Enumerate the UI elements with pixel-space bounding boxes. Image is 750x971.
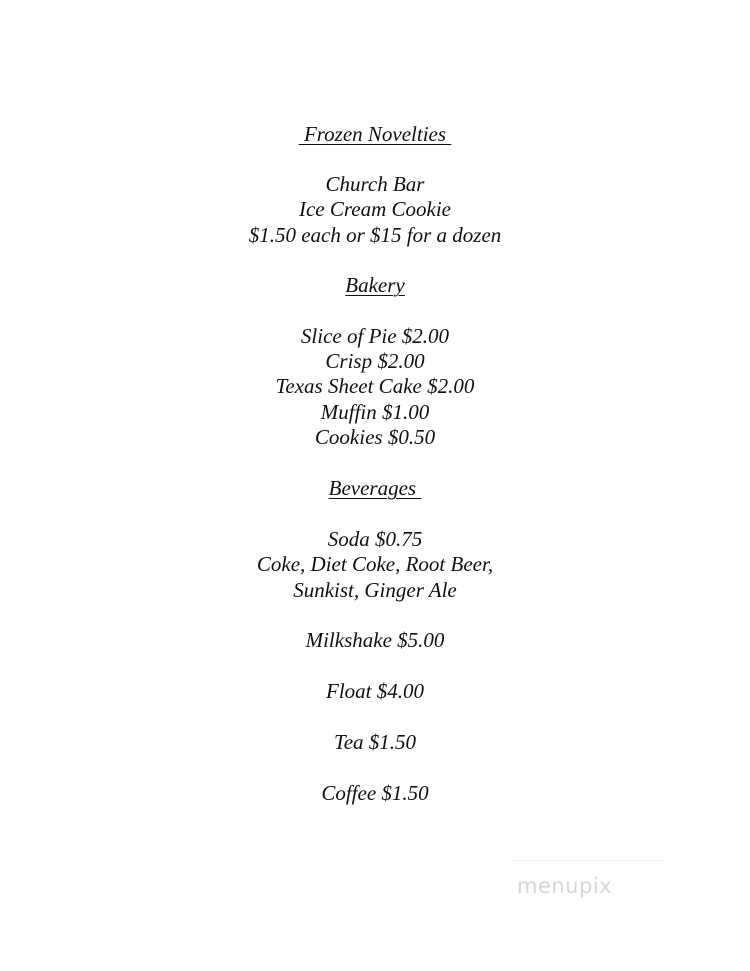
beverages-heading: Beverages — [328, 476, 422, 500]
menu-item-ice-cream-cookie: Ice Cream Cookie — [298, 197, 451, 221]
menu-item-muffin: Muffin $1.00 — [320, 400, 430, 424]
watermark-text: menupix — [517, 874, 613, 898]
frozen-novelties-price: $1.50 each or $15 for a dozen — [248, 223, 502, 247]
soda-flavors-line-2: Sunkist, Ginger Ale — [293, 578, 457, 602]
menupix-watermark — [513, 858, 663, 908]
menu-item-milkshake: Milkshake $5.00 — [305, 628, 445, 652]
menu-item-slice-of-pie: Slice of Pie $2.00 — [300, 324, 450, 348]
watermark-rule — [513, 860, 663, 861]
soda-flavors-line-1: Coke, Diet Coke, Root Beer, — [256, 552, 494, 576]
menu-item-texas-sheet-cake: Texas Sheet Cake $2.00 — [275, 374, 475, 398]
menu-item-church-bar: Church Bar — [325, 172, 425, 196]
bakery-heading: Bakery — [345, 273, 405, 297]
menu-item-coffee: Coffee $1.50 — [321, 781, 429, 805]
menu-item-cookies: Cookies $0.50 — [314, 425, 436, 449]
frozen-novelties-heading: Frozen Novelties — [298, 122, 452, 146]
menu-item-crisp: Crisp $2.00 — [325, 349, 425, 373]
menu-item-soda: Soda $0.75 — [327, 527, 423, 551]
menu-item-float: Float $4.00 — [326, 679, 424, 703]
menu-item-tea: Tea $1.50 — [333, 730, 417, 754]
